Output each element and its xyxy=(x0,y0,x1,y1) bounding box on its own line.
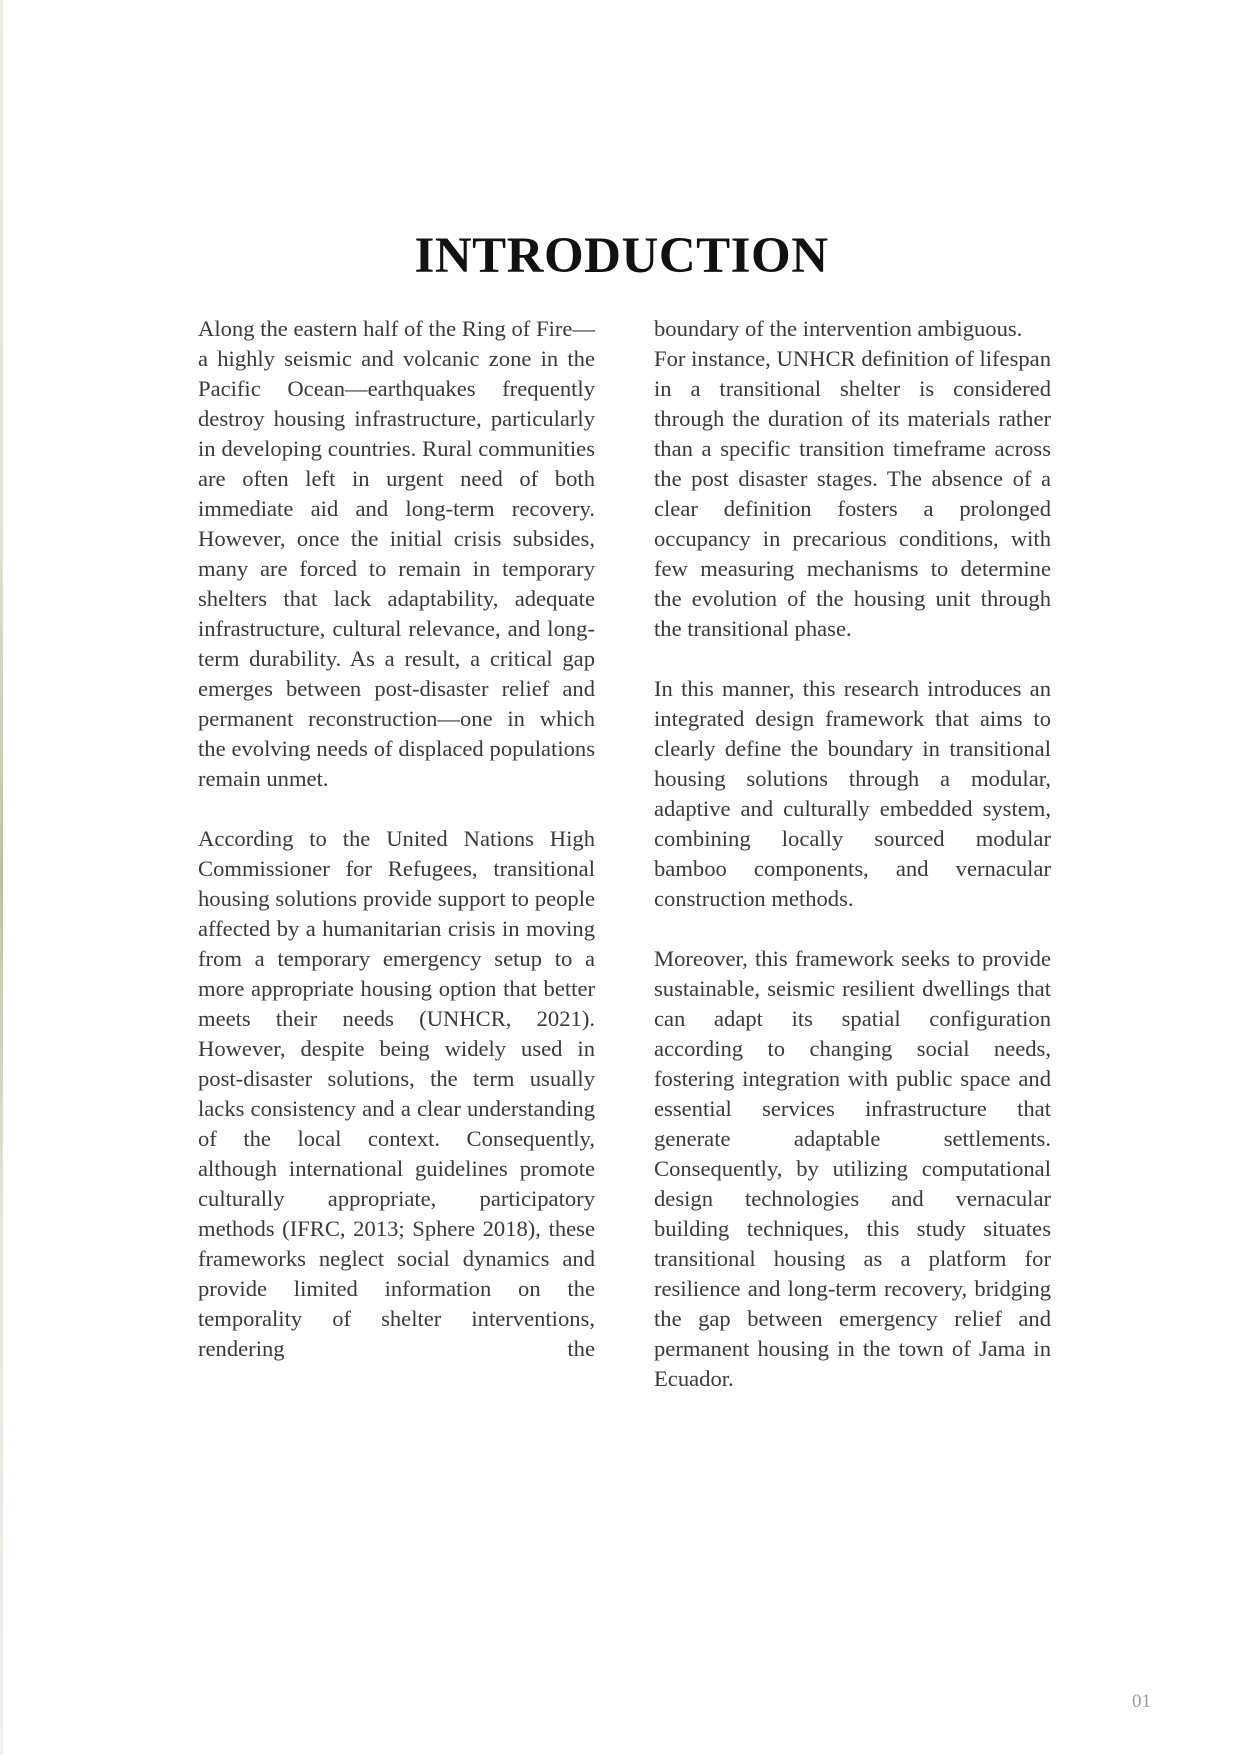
paragraph: For instance, UNHCR definition of lifespan in a transitional shelter is considered through the duration of its materials rather than a specific transition timeframe across the post disaster stages. The absence of a clear definition fosters a prolonged occupancy in precarious conditions, with few measuring mechanisms to determine the evolution of the housing unit through the transitional phase. xyxy=(654,346,1051,641)
paragraph: Along the eastern half of the Ring of Fire—a highly seismic and volcanic zone in the Pacific Ocean—earthquakes frequently destroy housing infrastructure, particularly in developing countries. Rural communities are often left in urgent need of both immediate aid and long-term recovery. However, once the initial crisis subsides, many are forced to remain in temporary shelters that lack adaptability, adequate infrastructure, cultural relevance, and long-term durability. As a result, a critical gap emerges between post-disaster relief and permanent reconstruction—one in which the evolving needs of displaced populations remain unmet. xyxy=(198,316,595,791)
right-text-column xyxy=(654,314,1051,1394)
left-text-column xyxy=(198,314,595,1364)
paragraph: In this manner, this research introduces an integrated design framework that aims to clearly define the boundary in transitional housing solutions through a modular, adaptive and culturally embedded system, combining locally sourced modular bamboo components, and vernacular construction methods. xyxy=(654,676,1051,911)
paragraph: Moreover, this framework seeks to provide sustainable, seismic resilient dwellings that can adapt its spatial configuration according to changing social needs, fostering integration with public space and essential services infrastructure that generate adaptable settlements. Consequently, by utilizing computational design technologies and vernacular building techniques, this study situates transitional housing as a platform for resilience and long-term recovery, bridging the gap between emergency relief and permanent housing in the town of Jama in Ecuador. xyxy=(654,946,1051,1391)
paragraph: boundary of the intervention ambiguous. xyxy=(654,316,1023,341)
paragraph: According to the United Nations High Commissioner for Refugees, transitional housing solutions provide support to people affected by a humanitarian crisis in moving from a temporary emergency setup to a more appropriate housing option that better meets their needs (UNHCR, 2021). However, despite being widely used in post-disaster solutions, the term usually lacks consistency and a clear understanding of the local context. Consequently, although international guidelines promote culturally appropriate, participatory methods (IFRC, 2013; Sphere 2018), these frameworks neglect social dynamics and provide limited information on the temporality of shelter interventions, rendering the xyxy=(198,826,595,1361)
page-number: 01 xyxy=(1132,1691,1151,1712)
page-title: INTRODUCTION xyxy=(414,228,829,285)
